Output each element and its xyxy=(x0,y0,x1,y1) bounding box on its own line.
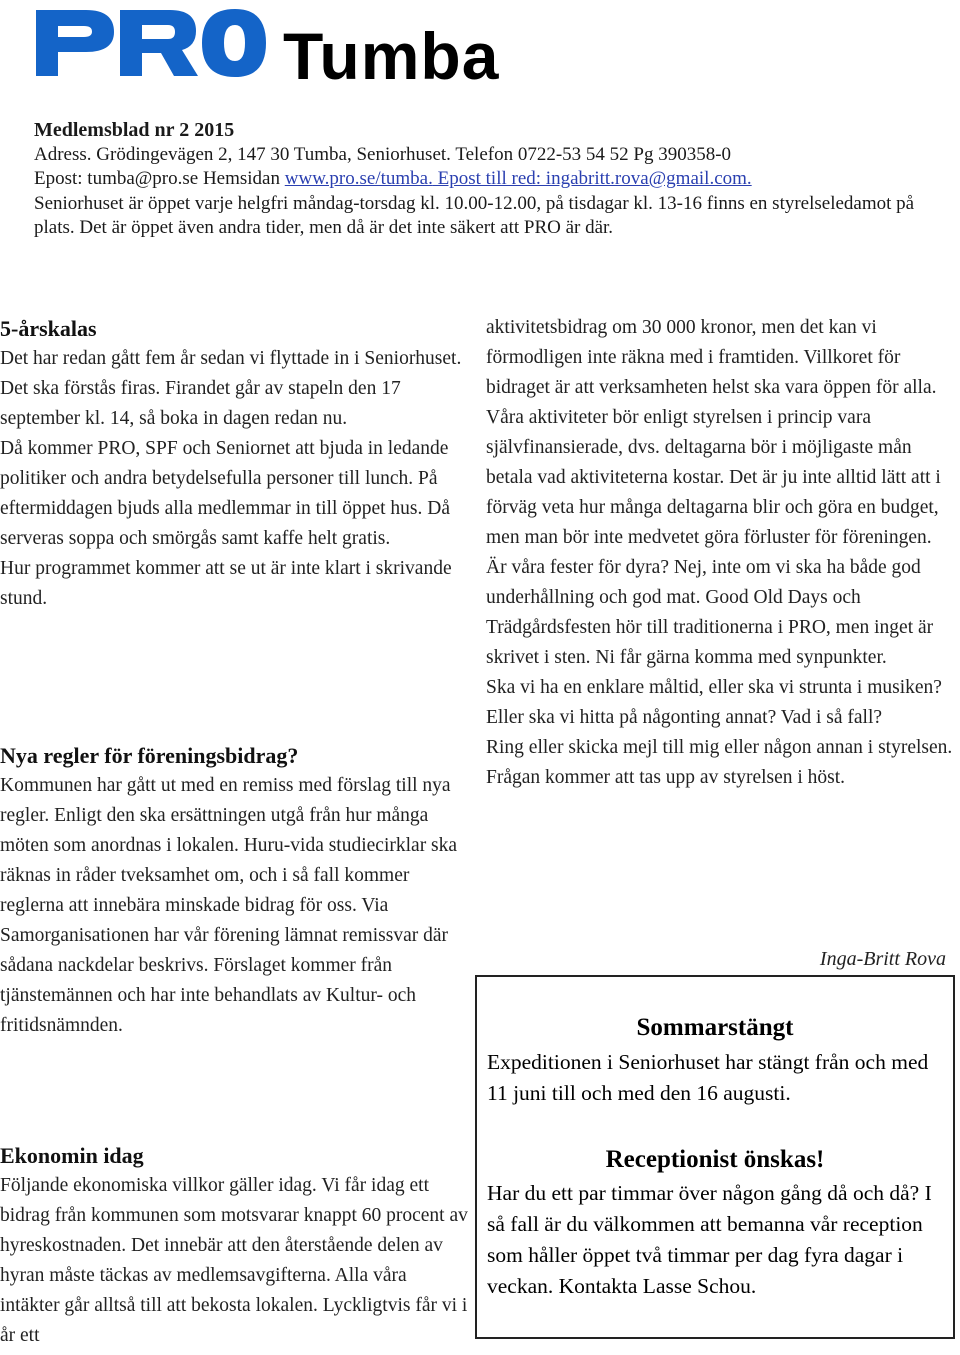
article-heading: Nya regler för föreningsbidrag? xyxy=(0,743,299,768)
sommar-title: Sommarstängt xyxy=(636,1014,794,1041)
article-paragraph: aktivitetsbidrag om 30 000 kronor, men det kan vi förmodligen inte räkna med i framtiden. Villkoret för bidraget är att verksamheten helst ska vara öppen för alla. xyxy=(486,317,937,398)
contact-line xyxy=(34,167,934,192)
article-heading: 5-årskalas xyxy=(0,316,97,341)
article-paragraph: Hur programmet kommer att se ut är inte klart i skrivande stund. xyxy=(0,558,452,609)
article-heading: Ekonomin idag xyxy=(0,1143,144,1168)
pro-logo xyxy=(34,6,268,80)
article-ekonomi xyxy=(0,1141,470,1351)
article-paragraph: Våra aktiviteter bör enligt styrelsen i princip vara självfinansierade, dvs. deltagarna bör i möjligaste mån betala vad aktiviteterna kostar. Det är ju inte alltid lätt att i förväg veta hur många deltagarna blir och göra en budget, men man bör inte medvetet göra förluster för föreningen. xyxy=(486,407,941,548)
website-link[interactable]: www.pro.se/tumba. xyxy=(284,168,433,189)
receptionist-text: Har du ett par timmar över någon gång då och då? I så fall är du välkommen att bemanna vår reception som håller öppet två timmar per dag fyra dagar i veckan. Kontakta Lasse Schou. xyxy=(487,1181,932,1298)
header xyxy=(34,118,934,241)
receptionist-title: Receptionist önskas! xyxy=(605,1146,825,1173)
article-paragraph: Är våra fester för dyra? Nej, inte om vi ska ha både god underhållning och god mat. Good Old Days och Trädgårdsfesten hör till traditionerna i PRO, men inget är skrivet i sten. Ni får gärna komma med synpunkter. xyxy=(486,557,934,668)
notice-box xyxy=(475,975,955,1339)
article-paragraph: Kommunen har gått ut med en remiss med förslag till nya regler. Enligt den ska ersättningen utgå från hur många möten som anordnas i lokalen. Huru-vida studiecirklar ska räknas in råder tveksamhet om, och i så fall kommer reglerna att innebära minskade bidrag för oss. Via Samorganisationen har vår förening lämnat remissvar där sådana nackdelar beskrivs. Förslaget kommer från tjänstemännen och har inte behandlats av Kultur- och fritidsnämnden. xyxy=(0,775,458,1036)
sommar-text: Expeditionen i Seniorhuset har stängt från och med 11 juni till och med den 16 augusti. xyxy=(487,1050,929,1105)
article-regler xyxy=(0,741,470,1041)
editor-email-link[interactable]: Epost till red: ingabritt.rova@gmail.com. xyxy=(432,168,752,189)
address-line: Adress. Grödingevägen 2, 147 30 Tumba, Seniorhuset. Telefon 0722-53 54 52 Pg 390358-0 xyxy=(34,143,732,165)
article-paragraph: Följande ekonomiska villkor gäller idag. Vi får idag ett bidrag från kommunen som motsvarar knappt 60 procent av hyreskostnaden. Det innebär att den återstående delen av hyran måste täckas av medlemsavgifterna. Alla våra intäkter går alltså till att bekosta lokalen. Lyckligtvis får vi i år ett xyxy=(0,1175,468,1346)
article-kalas xyxy=(0,314,470,614)
newsletter-title: Medlemsblad nr 2 2015 xyxy=(34,119,235,141)
opening-hours: Seniorhuset är öppet varje helgfri måndag-torsdag kl. 10.00-12.00, på tisdagar kl. 13-16 finns en styrelseledamot på plats. Det är öppet även andra tider, men då är det inte säkert att PRO är där. xyxy=(34,192,915,238)
email-text: Epost: tumba@pro.se Hemsidan xyxy=(34,168,285,189)
article-paragraph: Då kommer PRO, SPF och Seniornet att bjuda in ledande politiker och andra betydelsefulla personer till lunch. På eftermiddagen bjuds alla medlemmar in till öppet hus. Då serveras soppa och smörgås samt kaffe helt gratis. xyxy=(0,438,451,549)
article-paragraph: Det har redan gått fem år sedan vi flyttade in i Seniorhuset. Det ska förstås firas. Firandet går av stapeln den 17 september kl. 14, så boka in dagen redan nu. xyxy=(0,348,462,429)
logo-place-name: Tumba xyxy=(283,19,500,93)
article-continuation xyxy=(486,313,954,793)
article-paragraph: Ska vi ha en enklare måltid, eller ska vi strunta i musiken? Eller ska vi hitta på någonting annat? Vad i så fall? xyxy=(486,677,942,728)
author-signature: Inga-Britt Rova xyxy=(819,948,946,970)
article-paragraph: Ring eller skicka mejl till mig eller någon annan i styrelsen. Frågan kommer att tas upp av styrelsen i höst. xyxy=(486,737,953,788)
